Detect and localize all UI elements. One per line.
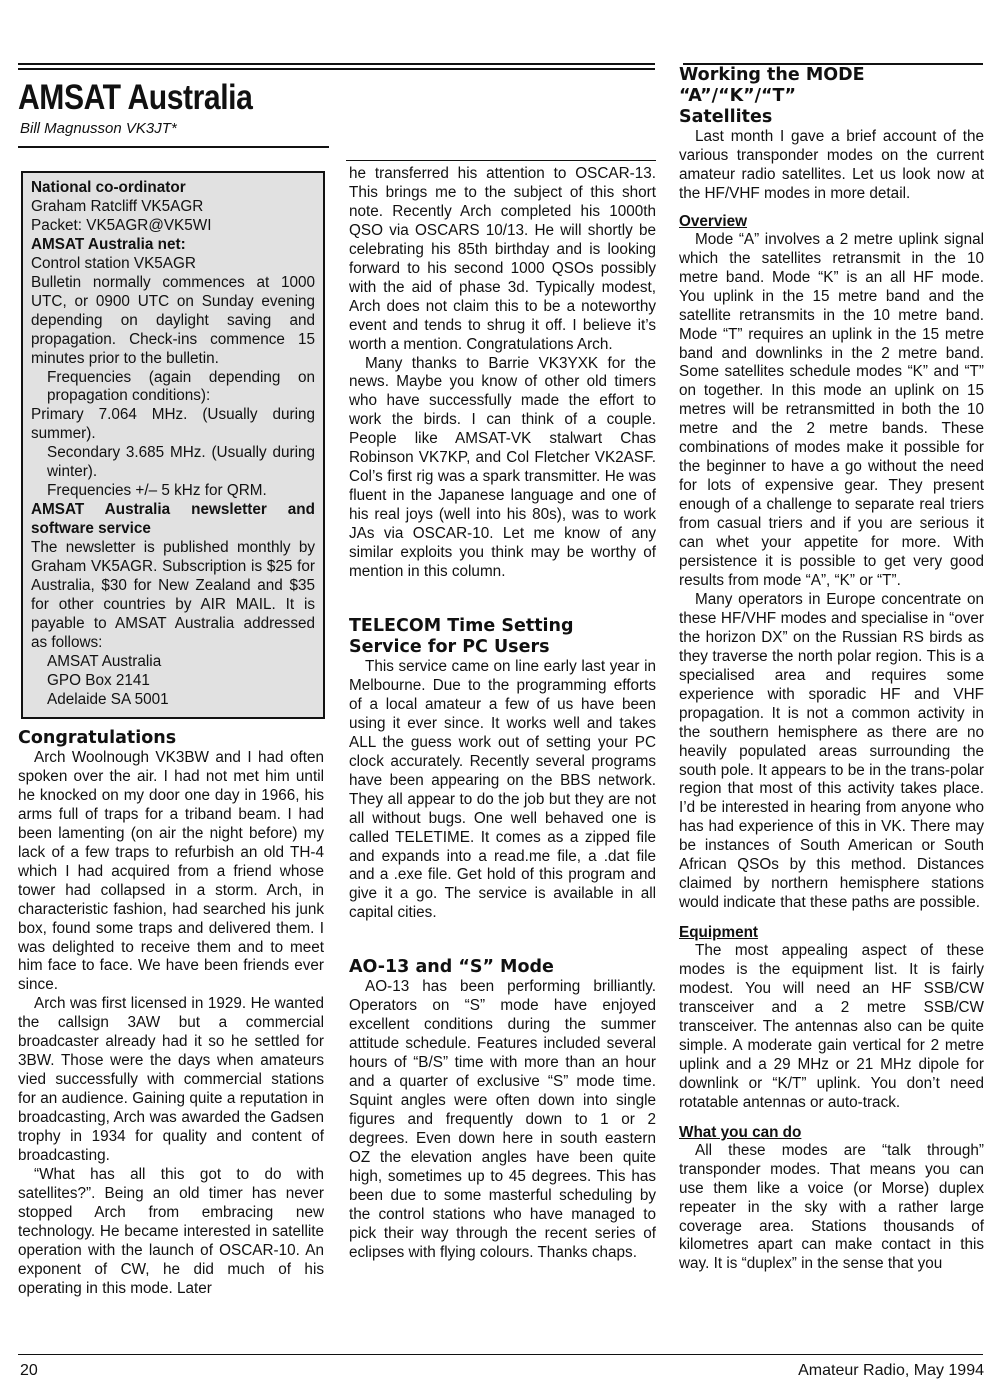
congratulations-paragraph-2: Arch was first licensed in 1929. He wanted the callsign 3AW but a commercial broadcaster already had it so he settled for 3BW. Those were the days when amateurs vied successfully with commercial stations for an audience. Gaining quite a reputation in broadcasting, Arch was awarded the Gadsen trophy in 1934 for quality and content of broadcasting.: [18, 995, 324, 1165]
newsletter-text: The newsletter is published monthly by Graham VK5AGR. Subscription is $25 for Australia, $30 for New Zealand and $35 for other countries by AIR MAIL. It is payable to AMSAT Australia addressed as follows:: [31, 539, 315, 651]
secondary-frequency: Secondary 3.685 MHz. (Usually during winter).: [47, 444, 315, 481]
address-line-1: AMSAT Australia: [47, 652, 162, 670]
telecom-heading-line-1: TELECOM Time Setting: [349, 615, 574, 636]
ao13-paragraph-1: AO-13 has been performing brilliantly. Operators on “S” mode have enjoyed excellent conditions during the summer attitude schedule. Features included several hours of “B/S” time with more than an hour and a quarter of exclusive “S” mode time. Squint angles were often down into single figures and frequently down to 1 or 2 degrees. Even down here in south eastern OZ the elevation angles have been quite high, sometimes up to 45 degrees. This has been due to some masterful scheduling by the control stations who have managed to pick their way through the recent series of eclipses with flying colours. Thanks chaps.: [349, 978, 656, 1261]
primary-frequency: Primary 7.064 MHz. (Usually during summer).: [31, 406, 315, 443]
top-rule-left-2: [18, 68, 655, 70]
top-rule-left: [18, 63, 655, 65]
congratulations-paragraph-5: Many thanks to Barrie VK3YXK for the news. Maybe you know of other old timers who have successfully made the effort to work the birds. I can think of a couple. People like AMSAT-VK stalwart Chas Robinson VK7KP, and Col Fletcher VK2ASF. Col’s first rig was a spark transmitter. He was fluent in the Japanese language and one of his real joys (well into his 80s), was to work JAs via OSCAR-10. Let me know of any similar exploits you think may be worthy of mention in this column.: [349, 354, 656, 581]
page-number: 20: [20, 1362, 38, 1379]
coordinator-name: Graham Ratcliff VK5AGR: [31, 197, 204, 215]
address-line-2: GPO Box 2141: [47, 671, 150, 689]
column-middle: [349, 165, 656, 1263]
telecom-heading-line-2: Service for PC Users: [349, 636, 550, 657]
overview-paragraph-1: Mode “A” involves a 2 metre uplink signal which the satellites retransmit in the 10 metre band. Mode “K” is an all HF mode. You uplink in the 15 metre band and the satellite retransmits in the 10 metre band. Mode “T” requires an uplink in the 15 metre band and downlinks in the 2 metre band. Some satellites schedule modes “K” and “T” on together. In this mode an uplink on 15 metres will be retransmitted in both the 10 metre and the 2 metre bands. These combinations of modes make it possible for the beginner to have a go without the need for lots of expensive gear. They present enough of a challenge to separate real triers from casual triers and if you are serious it can whet your appetite for more. With persistence it is possible to get very good results from mode “A”, “K” or “T”.: [679, 230, 984, 589]
overview-paragraph-2: Many operators in Europe concentrate on these HF/VHF modes and specialise in “over the horizon DX” on the Russian RS birds as they traverse the north polar region. This is a specialised area and requires some experience with sporadic HF and VHF propagation. It is not a common activity in the southern hemisphere as there are no heavily populated areas surrounding the south pole. It appears to be in the trans-polar region that most of this activity takes place. I’d be interested in hearing from anyone who has had experience of this in VK. There may be instances of South American or South African QSOs by this method. Distances claimed by northern hemisphere stations would indicate that these paths are possible.: [679, 590, 984, 912]
qrm-frequency: Frequencies +/– 5 kHz for QRM.: [47, 482, 267, 500]
box-heading-newsletter: AMSAT Australia newsletter and software service: [31, 501, 315, 538]
equipment-paragraph-1: The most appealing aspect of these modes is the equipment list. It is fairly modest. You will need an HF SSB/CW transceiver and a 2 metre SSB/CW transceiver. The antennas also can be quite simple. A moderate gain vertical for 2 metre uplink and a 29 MHz or 21 MHz dipole for downlink or “K/T” uplink. You don’t need rotatable antennas or auto-track.: [679, 942, 984, 1111]
title-underline: [18, 146, 329, 148]
column-left: [18, 728, 324, 1299]
author-byline: Bill Magnusson VK3JT*: [20, 120, 177, 137]
publication-footer: Amateur Radio, May 1994: [798, 1362, 984, 1379]
congratulations-paragraph-1: Arch Woolnough VK3BW and I had often spoken over the air. I had not met him until he knocked on my door one day in 1966, his arms full of traps for a triband beam. I had been lamenting (on air the night before) my lack of a few traps to refurbish an old TH-4 which I had acquired from a friend whose tower had collapsed in a storm. Arch, in characteristic fashion, had searched his junk box, found some traps and delivered them. I was delighted to receive them and to meet him face to face. We have been friends ever since.: [18, 749, 324, 994]
modes-heading-line-1: Working the MODE “A”/“K”/“T”: [679, 65, 865, 106]
address-line-3: Adelaide SA 5001: [47, 690, 169, 708]
ao13-heading: AO-13 and “S” Mode: [349, 957, 554, 978]
box-heading-net: AMSAT Australia net:: [31, 235, 186, 253]
equipment-heading: Equipment: [679, 924, 759, 942]
column-rule-middle: [346, 160, 656, 161]
coordinator-packet: Packet: VK5AGR@VK5WI: [31, 216, 212, 234]
telecom-paragraph-1: This service came on line early last year in Melbourne. Due to the programming efforts of a local amateur a few of us have been using it ever since. It works well and takes ALL the guess work out of setting your PC clock accurately. Recently several programs have been appearing on the BBS network. They all appear to do the job but they are not all without bugs. One well behaved one is called TELETIME. It comes as a zipped file and expands into a read.me file, a .dat file and a .exe file. Get hold of this program and give it a go. The service is available in all capital cities.: [349, 657, 656, 922]
column-right: [679, 65, 984, 1274]
frequencies-intro: Frequencies (again depending on propagation conditions):: [47, 368, 315, 405]
box-heading-coordinator: National co-ordinator: [31, 179, 186, 196]
what-you-can-do-heading: What you can do: [679, 1123, 802, 1141]
congratulations-paragraph-3: “What has all this got to do with satellites?”. Being an old timer has never stopped Arch from embracing new technology. He became interested in satellite operation with the launch of OSCAR-10. An exponent of CW, he did much of his operating in this mode. Later: [18, 1165, 324, 1297]
modes-intro: Last month I gave a brief account of the various transponder modes on the current amateur radio satellites. Let us look now at the HF/VHF modes in more detail.: [679, 128, 984, 202]
congratulations-heading: Congratulations: [18, 728, 177, 748]
page-title: AMSAT Australia: [18, 78, 253, 117]
what-you-can-do-paragraph-1: All these modes are “talk through” transponder modes. That means you can use them like a voice (or Morse) duplex repeater in the sky with a rather large coverage area. Stations thousands of kilometres apart can make contact in this way. It is “duplex” in the sense that you: [679, 1141, 984, 1273]
bulletin-text: Bulletin normally commences at 1000 UTC, or 0900 UTC on Sunday evening depending on daylight saving and propagation. Check-ins commence 15 minutes prior to the bulletin.: [31, 273, 315, 367]
modes-heading-line-2: Satellites: [679, 107, 773, 127]
congratulations-paragraph-4: he transferred his attention to OSCAR-13. This brings me to the subject of this short note. Recently Arch completed his 1000th QSO via OSCARS 10/13. He will shortly be celebrating his 85th birthday and is looking forward to his second 1000 QSOs possibly with the aid of phase 3d. Typically modest, Arch does not claim this to be a noteworthy event and tends to shrug it off. I believe it’s worth a mention. Congratulations Arch.: [349, 165, 656, 353]
info-box: [21, 171, 325, 719]
overview-heading: Overview: [679, 212, 748, 230]
control-station: Control station VK5AGR: [31, 254, 196, 272]
footer-rule: [18, 1354, 983, 1355]
